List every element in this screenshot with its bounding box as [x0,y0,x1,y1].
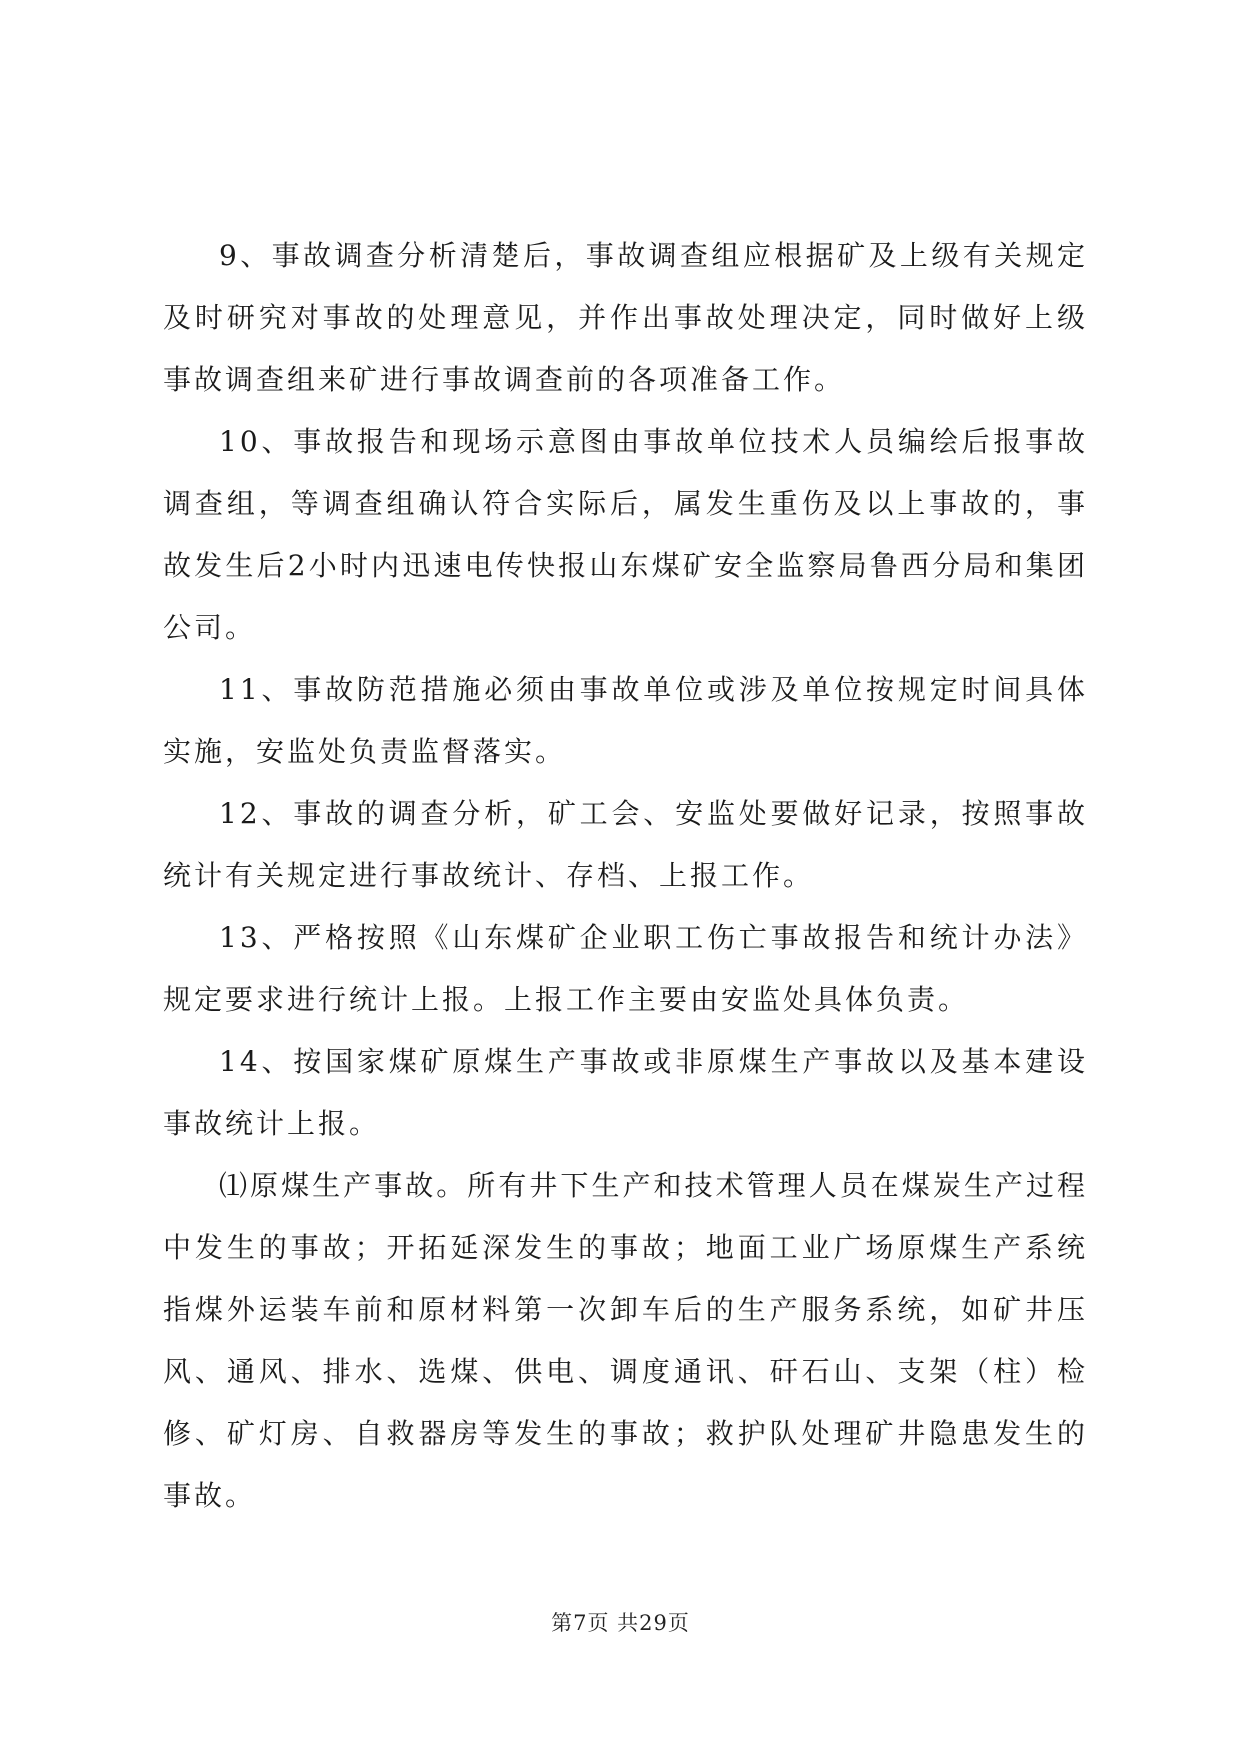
paragraph-item-14: 14、按国家煤矿原煤生产事故或非原煤生产事故以及基本建设事故统计上报。 [163,1045,1088,1140]
paragraph-item-9: 9、事故调查分析清楚后，事故调查组应根据矿及上级有关规定及时研究对事故的处理意见，并作出事故处理决定，同时做好上级事故调查组来矿进行事故调查前的各项准备工作。 [163,239,1088,396]
paragraph-subitem-1: ⑴原煤生产事故。所有井下生产和技术管理人员在煤炭生产过程中发生的事故；开拓延深发生的事故；地面工业广场原煤生产系统指煤外运装车前和原材料第一次卸车后的生产服务系统，如矿井压风、通风、排水、选煤、供电、调度通讯、矸石山、支架（柱）检修、矿灯房、自救器房等发生的事故；救护队处理矿井隐患发生的事故。 [163,1169,1088,1512]
document-body [163,225,1088,1527]
paragraph-item-12: 12、事故的调查分析，矿工会、安监处要做好记录，按照事故统计有关规定进行事故统计、存档、上报工作。 [163,797,1088,892]
paragraph-item-10: 10、事故报告和现场示意图由事故单位技术人员编绘后报事故调查组，等调查组确认符合实际后，属发生重伤及以上事故的，事故发生后2小时内迅速电传快报山东煤矿安全监察局鲁西分局和集团公司。 [163,425,1088,644]
page-number-footer: 第7页 共29页 [551,1611,690,1635]
paragraph-item-11: 11、事故防范措施必须由事故单位或涉及单位按规定时间具体实施，安监处负责监督落实。 [163,673,1088,768]
paragraph-item-13: 13、严格按照《山东煤矿企业职工伤亡事故报告和统计办法》规定要求进行统计上报。上报工作主要由安监处具体负责。 [163,921,1088,1016]
